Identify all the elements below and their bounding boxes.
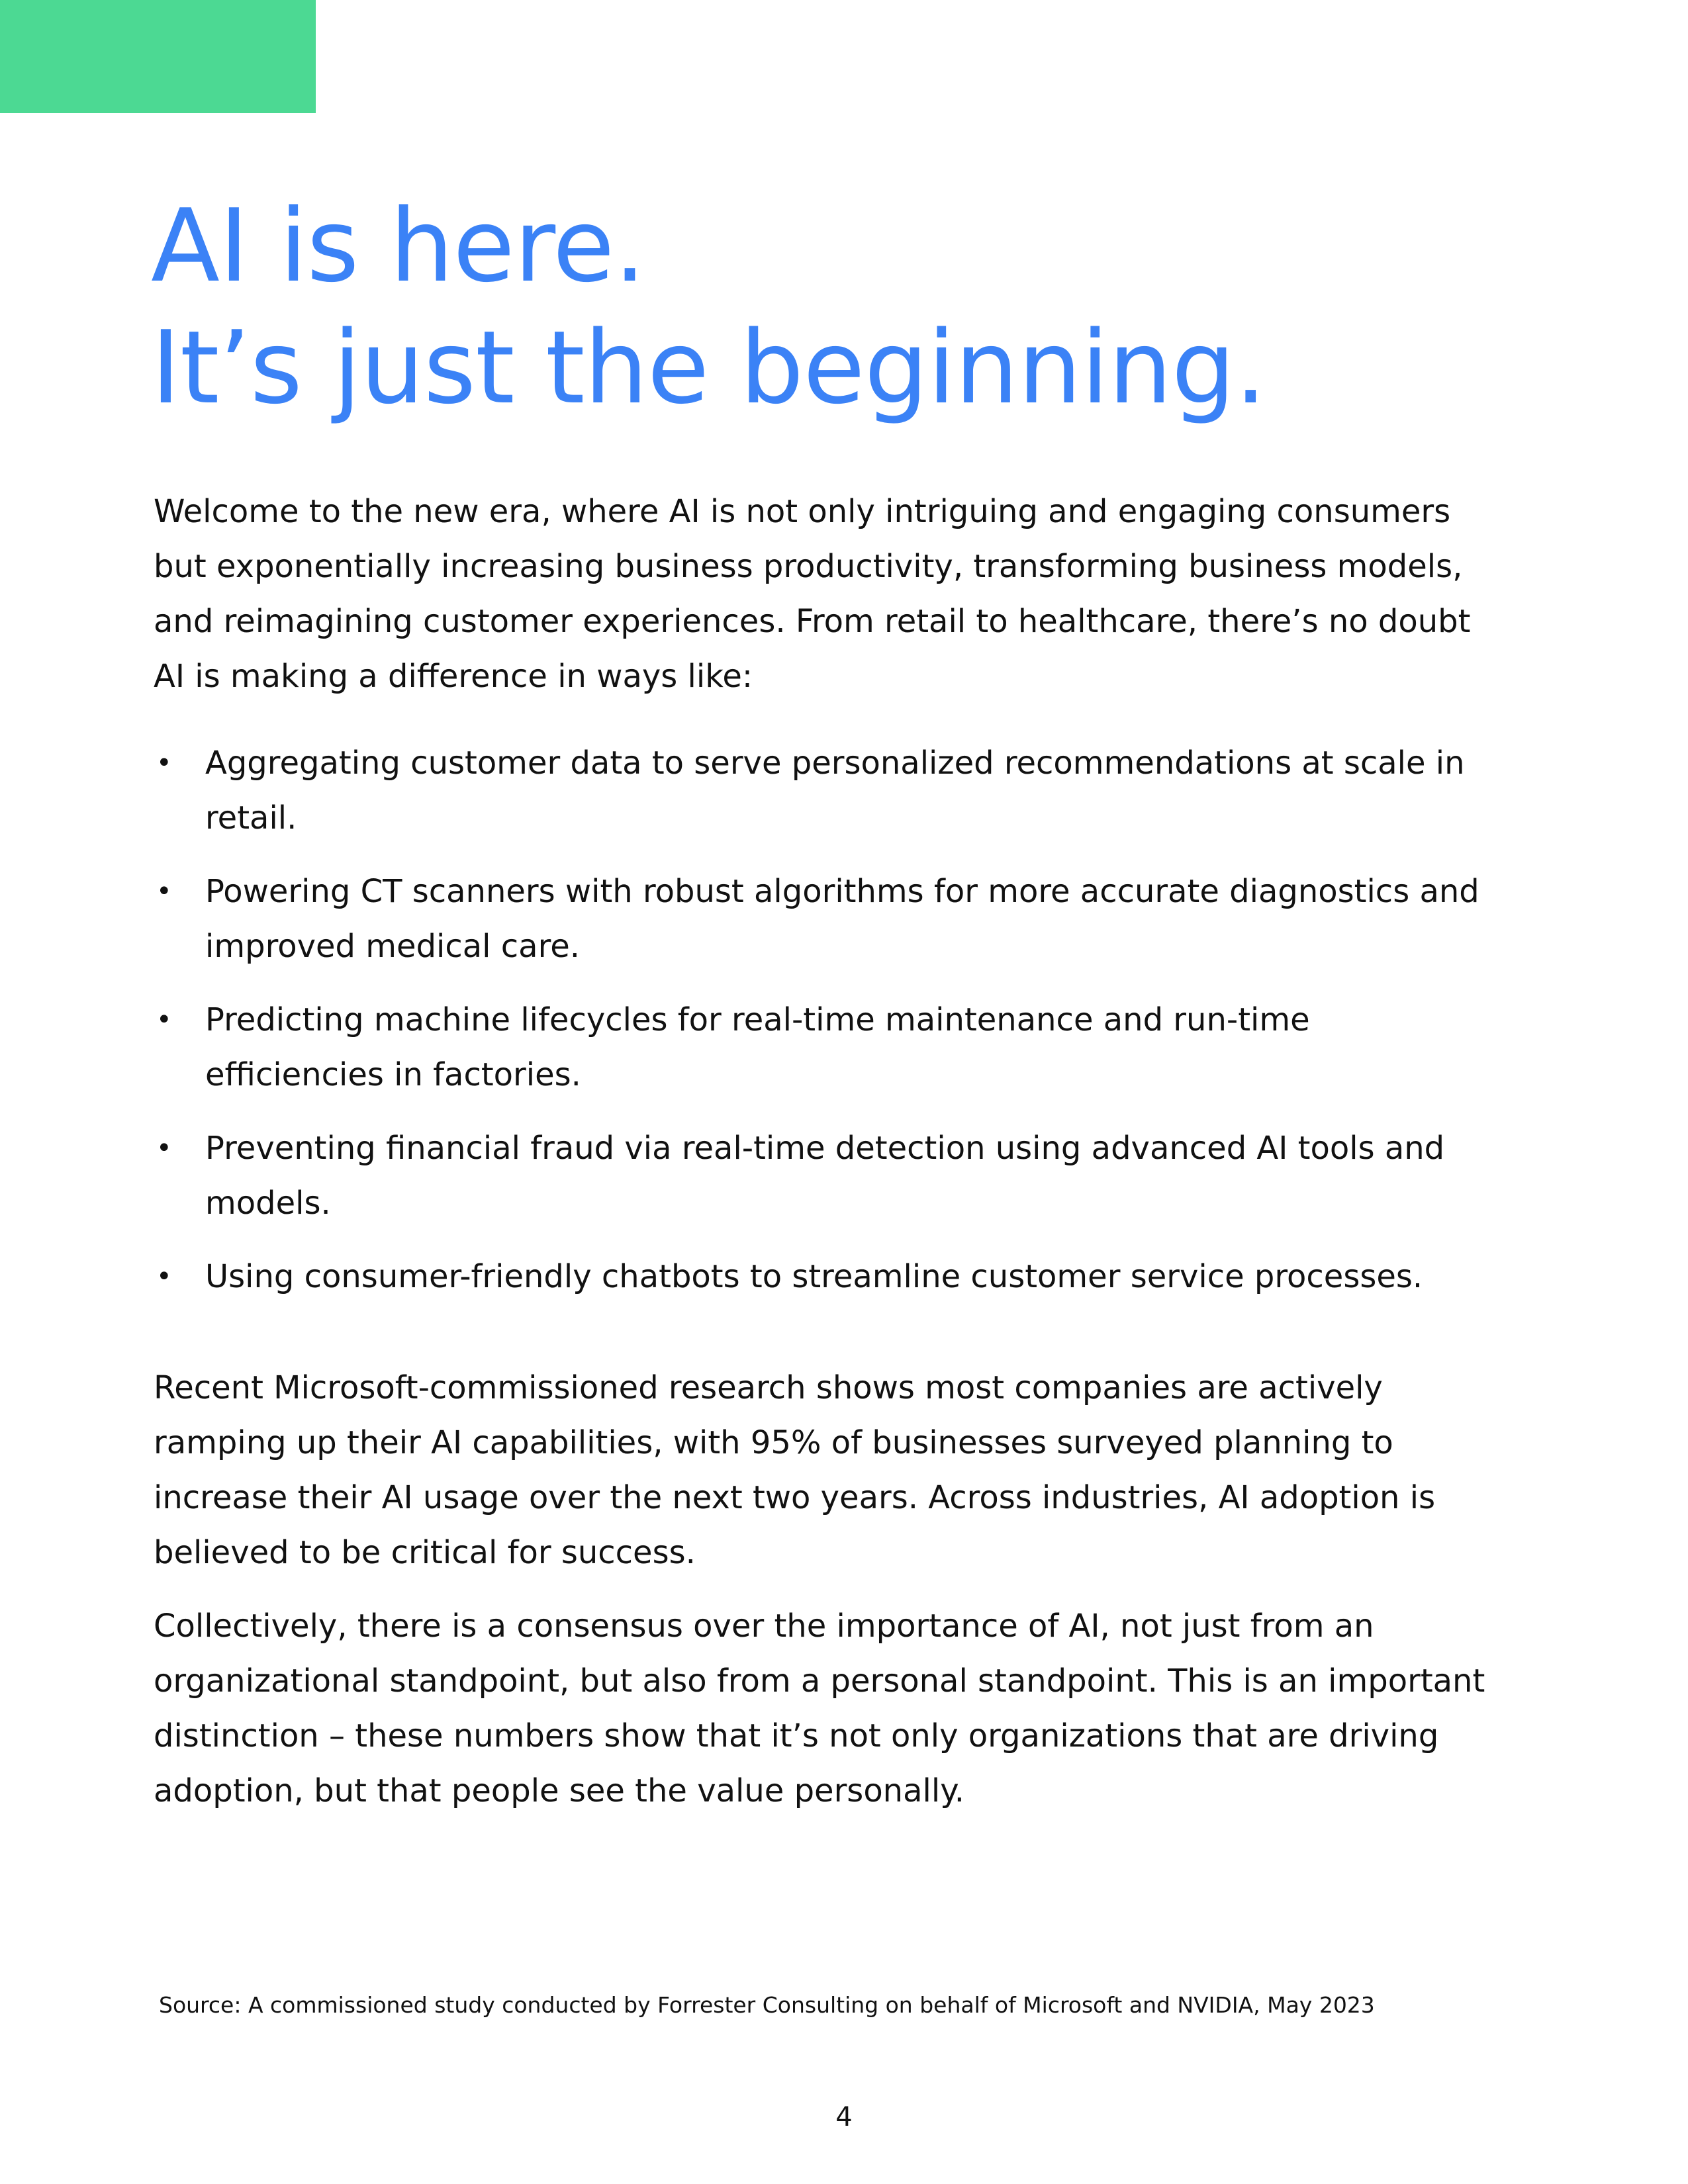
page-number: 4 [835,2102,853,2132]
bullet-icon: • [156,1133,172,1163]
headline-line-1: AI is here. [151,187,645,304]
list-item [154,993,1491,1103]
bullet-icon: • [156,1005,172,1035]
examples-list [154,736,1491,1323]
research-paragraph: Recent Microsoft-commissioned research shows most companies are actively ramping up their AI capabilities, with 95% of businesses surveyed planning to increase their AI usage over the next two years. Across industries, AI adoption is believed to be critical for success. [154,1369,1436,1571]
source-footnote: Source: A commissioned study conducted by Forrester Consulting on behalf of Microsoft and NVIDIA, May 2023 [159,1992,1375,2018]
bullet-icon: • [156,748,172,778]
list-item-text: Predicting machine lifecycles for real-time maintenance and run-time efficiencies in factories. [205,1001,1310,1093]
bullet-icon: • [156,1261,172,1292]
list-item [154,864,1491,974]
list-item [154,1250,1491,1304]
list-item-text: Powering CT scanners with robust algorithms for more accurate diagnostics and improved medical care. [205,873,1479,965]
bullet-icon: • [156,876,172,907]
list-item-text: Using consumer-friendly chatbots to streamline customer service processes. [205,1258,1423,1295]
list-item-text: Aggregating customer data to serve personalized recommendations at scale in retail. [205,745,1465,837]
headline-line-2: It’s just the beginning. [151,309,1266,426]
list-item [154,1121,1491,1231]
list-item [154,736,1491,846]
accent-bar [0,0,316,113]
list-item-text: Preventing financial fraud via real-time detection using advanced AI tools and models. [205,1130,1445,1222]
intro-paragraph: Welcome to the new era, where AI is not only intriguing and engaging consumers but exponentially increasing business productivity, transforming business models, and reimagining customer experiences. From retail to healthcare, there’s no doubt AI is making a difference in ways like: [154,493,1471,695]
page-headline [151,185,1541,429]
consensus-paragraph: Collectively, there is a consensus over the importance of AI, not just from an organizational standpoint, but also from a personal standpoint. This is an important distinction – these numbers show that it’s not only organizations that are driving adoption, but that people see the value personally. [154,1608,1485,1809]
